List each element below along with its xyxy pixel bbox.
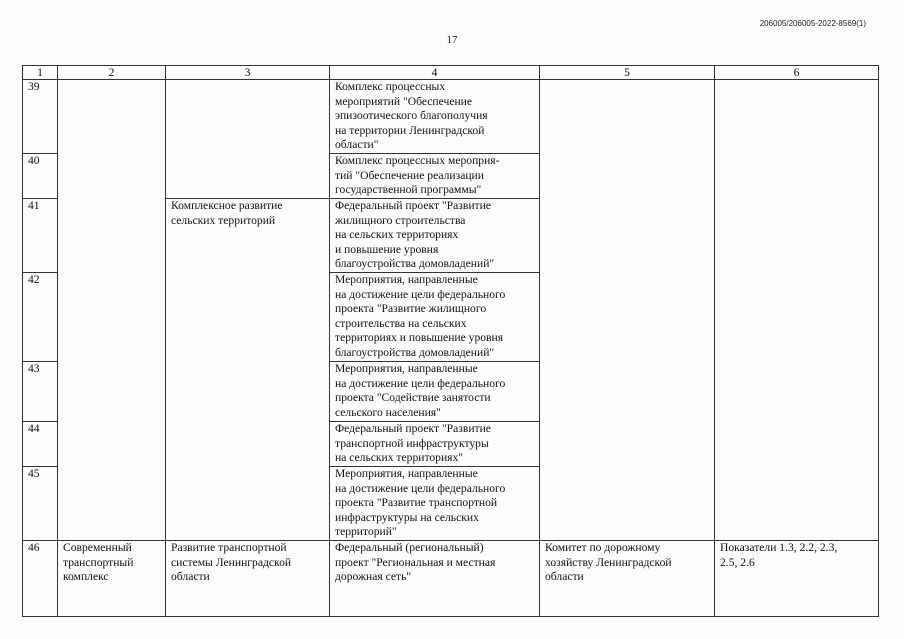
event-name-cell: Федеральный проект "Развитие транспортной инфраструктуры на сельских территориях" xyxy=(330,422,540,467)
event-name-cell: Мероприятия, направленные на достижение цели федерального проекта "Развитие жилищного строительства на сельских территориях и повышение уровня благоустройства домовладений" xyxy=(330,273,540,362)
event-name-cell: Федеральный (региональный) проект "Региональная и местная дорожная сеть" xyxy=(330,541,540,617)
row-number: 46 xyxy=(23,541,58,617)
indicators-cell: Показатели 1.3, 2.2, 2.3, 2.5, 2.6 xyxy=(715,541,879,617)
event-name-cell: Мероприятия, направленные на достижение цели федерального проекта "Содействие занятости сельского населения" xyxy=(330,362,540,422)
table-row xyxy=(23,541,879,617)
document-id: 206005/206005-2022-8569(1) xyxy=(759,19,866,28)
header-col-1: 1 xyxy=(23,66,58,80)
row-number: 41 xyxy=(23,199,58,273)
event-name-cell: Комплекс процессных мероприятий "Обеспечение эпизоотического благополучия на территории Ленинградской области" xyxy=(330,80,540,154)
subprogram-rural-development-cell: Комплексное развитие сельских территорий xyxy=(166,199,330,541)
subprogram-name-cell: Развитие транспортной системы Ленинградской области xyxy=(166,541,330,617)
header-col-6: 6 xyxy=(715,66,879,80)
header-col-3: 3 xyxy=(166,66,330,80)
programs-table xyxy=(22,65,879,617)
program-name-cell: Современный транспортный комплекс xyxy=(58,541,166,617)
responsible-executor-cell: Комитет по дорожному хозяйству Ленинградской области xyxy=(540,541,715,617)
row-number: 44 xyxy=(23,422,58,467)
header-col-4: 4 xyxy=(330,66,540,80)
header-col-5: 5 xyxy=(540,66,715,80)
col3-merged-cell xyxy=(166,80,330,199)
row-number: 40 xyxy=(23,154,58,199)
row-number: 43 xyxy=(23,362,58,422)
col5-merged-cell xyxy=(540,80,715,541)
event-name-cell: Федеральный проект "Развитие жилищного строительства на сельских территориях и повышение уровня благоустройства домовладений" xyxy=(330,199,540,273)
table-row xyxy=(23,80,879,154)
page-number: 17 xyxy=(446,34,458,46)
row-number: 42 xyxy=(23,273,58,362)
table-header-row xyxy=(23,66,879,80)
row-number: 39 xyxy=(23,80,58,154)
col2-merged-cell xyxy=(58,80,166,541)
event-name-cell: Мероприятия, направленные на достижение цели федерального проекта "Развитие транспортной инфраструктуры на сельских территорий" xyxy=(330,467,540,541)
event-name-cell: Комплекс процессных мероприя- тий "Обеспечение реализации государственной программы" xyxy=(330,154,540,199)
header-col-2: 2 xyxy=(58,66,166,80)
col6-merged-cell xyxy=(715,80,879,541)
row-number: 45 xyxy=(23,467,58,541)
